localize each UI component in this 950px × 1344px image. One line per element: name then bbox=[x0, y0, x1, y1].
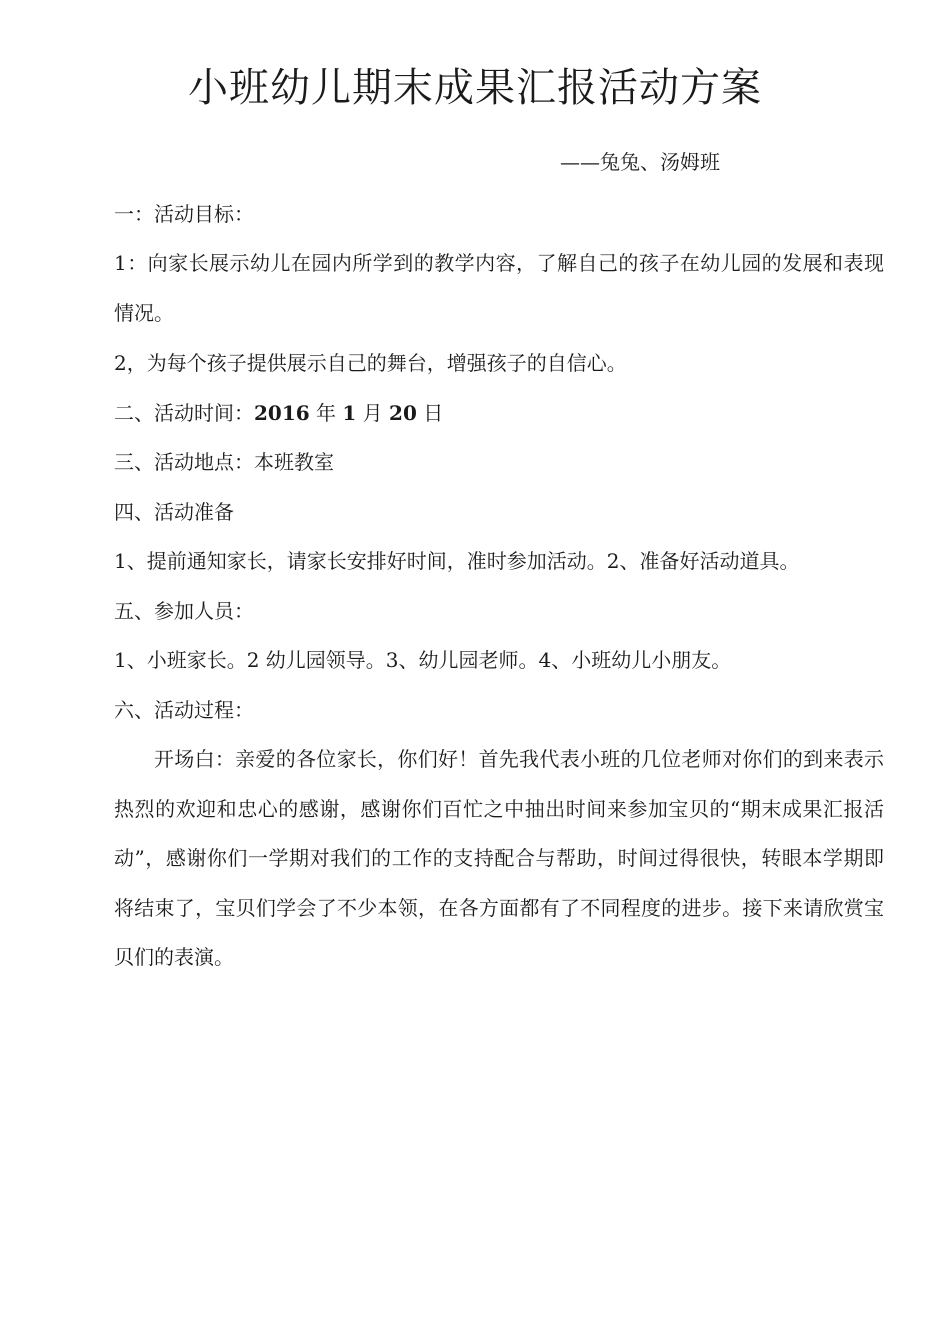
prep-heading: 四、活动准备 bbox=[114, 500, 234, 524]
time-month: 1 bbox=[342, 401, 357, 425]
activity-time bbox=[114, 399, 443, 427]
people-heading: 五、参加人员： bbox=[114, 599, 254, 623]
process-heading: 六、活动过程： bbox=[114, 698, 254, 722]
document-subtitle: ——兔兔、汤姆班 bbox=[560, 150, 720, 174]
time-day: 20 bbox=[389, 401, 417, 425]
document-title: 小班幼儿期末成果汇报活动方案 bbox=[188, 65, 762, 111]
time-day-unit: 日 bbox=[423, 401, 444, 425]
goal-item-1: 1：向家长展示幼儿在园内所学到的教学内容，了解自己的孩子在幼儿园的发展和表现情况。 bbox=[114, 251, 884, 325]
time-month-unit: 月 bbox=[362, 401, 383, 425]
prep-items: 1、提前通知家长，请家长安排好时间，准时参加活动。2、准备好活动道具。 bbox=[114, 549, 800, 573]
goal-item-2: 2，为每个孩子提供展示自己的舞台，增强孩子的自信心。 bbox=[114, 351, 627, 375]
activity-place: 三、活动地点：本班教室 bbox=[114, 450, 334, 474]
time-label: 二、活动时间： bbox=[114, 401, 254, 425]
opening-speech: 开场白：亲爱的各位家长，你们好！首先我代表小班的几位老师对你们的到来表示热烈的欢迎和忠心的感谢，感谢你们百忙之中抽出时间来参加宝贝的“期末成果汇报活动”，感谢你们一学期对我们的工作的支持配合与帮助，时间过得很快，转眼本学期即将结束了，宝贝们学会了不少本领，在各方面都有了不同程度的进步。接下来请欣赏宝贝们的表演。 bbox=[114, 747, 884, 969]
time-year: 2016 bbox=[254, 401, 310, 425]
goal-heading: 一：活动目标： bbox=[114, 202, 254, 226]
people-items: 1、小班家长。2 幼儿园领导。3、幼儿园老师。4、小班幼儿小朋友。 bbox=[114, 648, 732, 672]
time-year-unit: 年 bbox=[316, 401, 337, 425]
